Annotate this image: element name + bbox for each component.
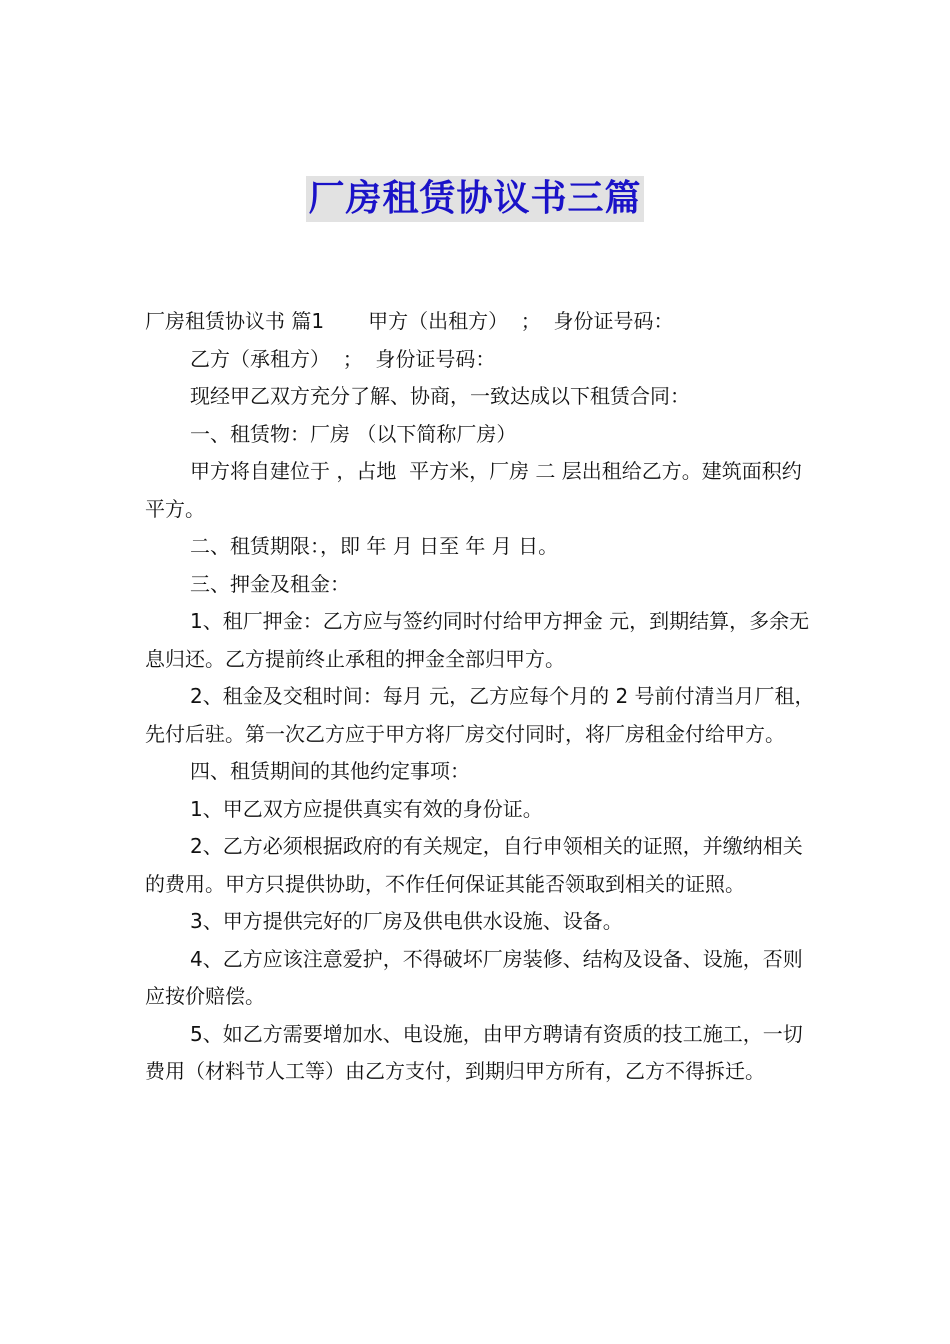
party-a-line: 甲方（出租方） ； 身份证号码：: [368, 309, 674, 333]
paragraph: 现经甲乙双方充分了解、协商，一致达成以下租赁合同：: [190, 384, 690, 408]
paragraph: 甲方将自建位于 ，占地 平方米，厂房 二 层出租给乙方。建筑面积约 平方。: [145, 459, 809, 521]
paragraph: 2、乙方必须根据政府的有关规定，自行申领相关的证照，并缴纳相关的费用。甲方只提供协助，不作任何保证其能否领取到相关的证照。: [145, 834, 803, 896]
paragraph: 三、押金及租金：: [190, 571, 350, 596]
document-body: [145, 303, 820, 1091]
paragraph: 四、租赁期间的其他约定事项：: [190, 759, 470, 783]
first-line: [145, 303, 820, 341]
document-title: 厂房租赁协议书三篇: [306, 176, 643, 222]
title-container: [0, 176, 950, 222]
paragraph: 一、租赁物：厂房 （以下简称厂房）: [190, 421, 517, 446]
paragraph: 1、甲乙双方应提供真实有效的身份证。: [190, 796, 543, 821]
paragraph: 5、如乙方需要增加水、电设施，由甲方聘请有资质的技工施工，一切费用（材料节人工等）由乙方支付，到期归甲方所有，乙方不得拆迁。: [145, 1021, 803, 1083]
section-heading: 厂房租赁协议书 篇1: [145, 309, 325, 333]
paragraph: 2、租金及交租时间：每月 元，乙方应每个月的 2 号前付清当月厂租，先付后驻。第一次乙方应于甲方将厂房交付同时，将厂房租金付给甲方。: [145, 684, 815, 746]
paragraph: 4、乙方应该注意爱护，不得破坏厂房装修、结构及设备、设施，否则应按价赔偿。: [145, 946, 803, 1008]
paragraph: 乙方（承租方） ； 身份证号码：: [190, 346, 496, 371]
paragraph: 1、租厂押金：乙方应与签约同时付给甲方押金 元，到期结算，多余无息归还。乙方提前终止承租的押金全部归甲方。: [145, 609, 810, 671]
paragraph: 3、甲方提供完好的厂房及供电供水设施、设备。: [190, 909, 623, 933]
paragraph: 二、租赁期限：，即 年 月 日至 年 月 日。: [190, 534, 559, 558]
